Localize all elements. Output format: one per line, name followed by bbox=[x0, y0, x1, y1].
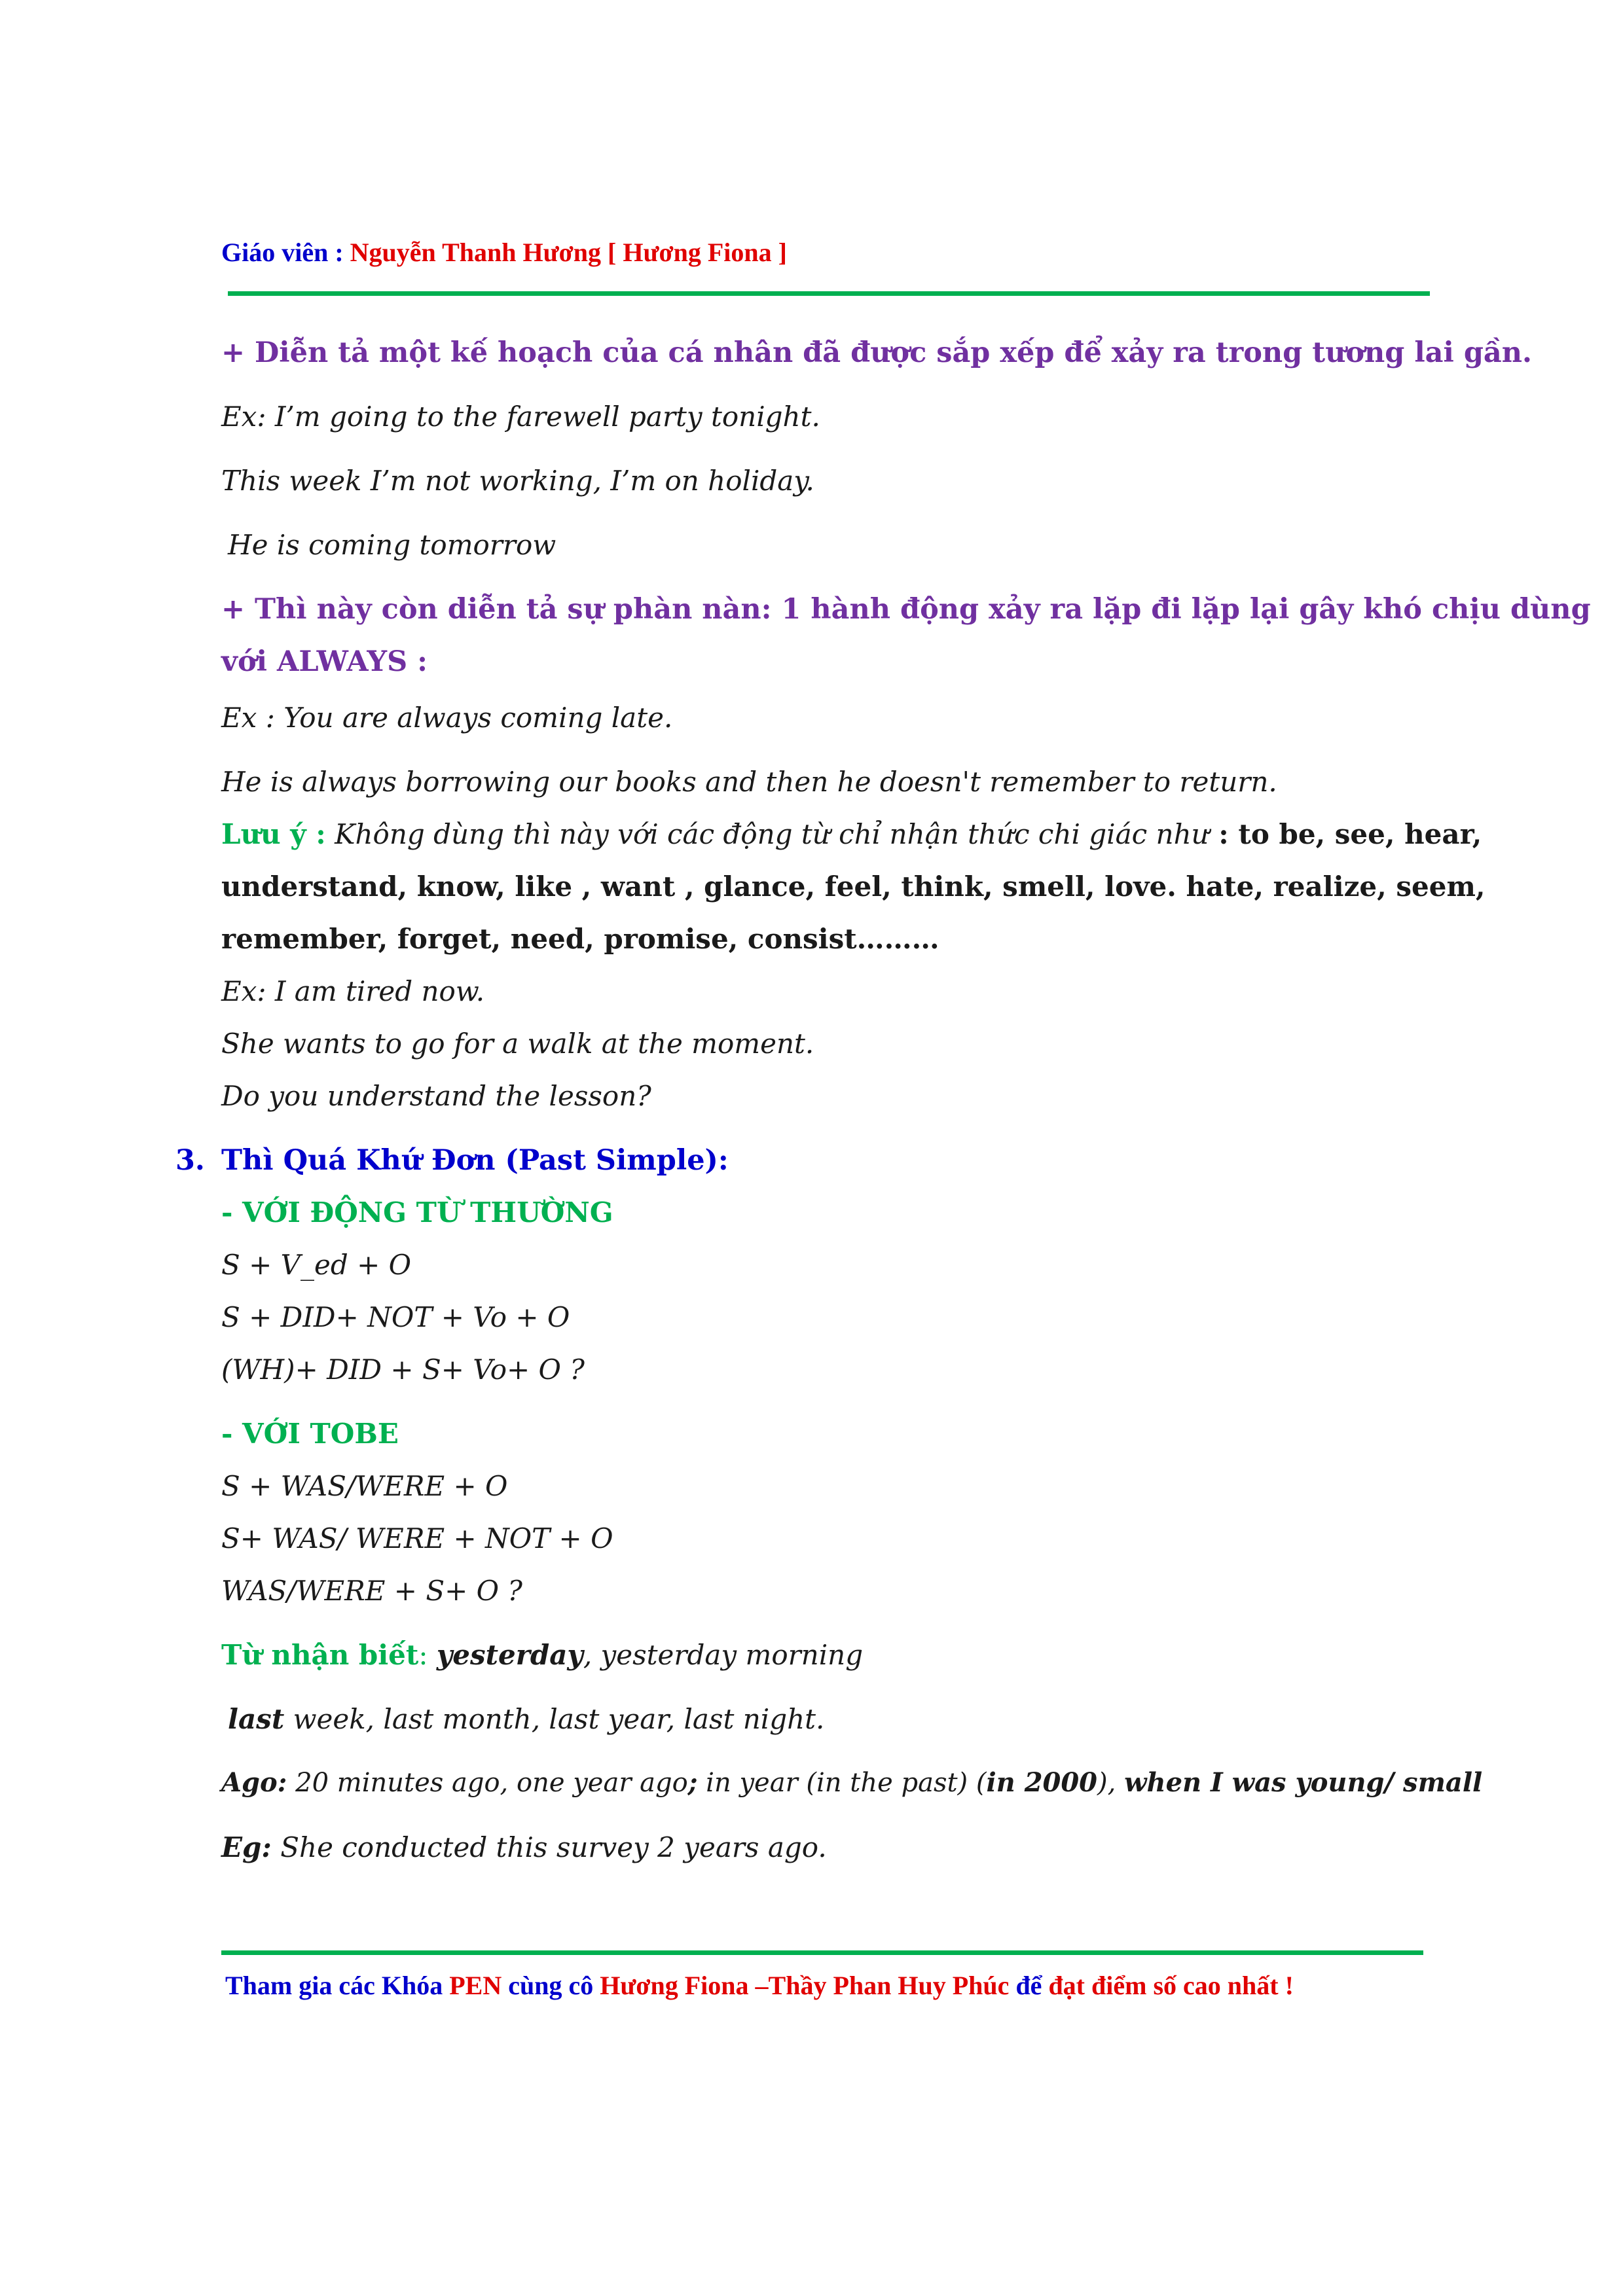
signal-close: ), bbox=[1097, 1768, 1125, 1798]
note-verbs-2: understand, know, like , want , glance, feel, think, smell, love. hate, realize, seem, bbox=[221, 870, 1486, 903]
past-example-text: She conducted this survey 2 years ago. bbox=[271, 1831, 827, 1863]
signal-when: when I was young/ small bbox=[1124, 1767, 1483, 1798]
footer-p3: để bbox=[1009, 1971, 1049, 2000]
note-line1 bbox=[221, 818, 1482, 850]
teacher-name: Nguyễn Thanh Hương [ Hương Fiona ] bbox=[350, 238, 787, 267]
signals-line3 bbox=[221, 1767, 1482, 1798]
signals-colon: : bbox=[418, 1639, 437, 1671]
signal-last-rest: week, last month, last year, last night. bbox=[284, 1703, 825, 1735]
section3-title: Thì Quá Khứ Đơn (Past Simple): bbox=[221, 1144, 729, 1177]
tobe-formula-3: WAS/WERE + S+ O ? bbox=[221, 1575, 522, 1607]
teacher-label: Giáo viên bbox=[221, 238, 329, 267]
plan-example-2: This week I’m not working, I’m on holiday. bbox=[221, 465, 814, 497]
signals-label: Từ nhận biết bbox=[221, 1639, 419, 1671]
header-divider bbox=[228, 291, 1430, 296]
note-label: Lưu ý : bbox=[221, 818, 326, 850]
verb-formula-3: (WH)+ DID + S+ Vo+ O ? bbox=[221, 1354, 585, 1386]
signal-in-2000: in 2000 bbox=[986, 1767, 1098, 1798]
signal-yesterday: yesterday bbox=[436, 1639, 583, 1671]
note-example-1: Ex: I am tired now. bbox=[221, 975, 485, 1007]
footer-p1: Tham gia các Khóa bbox=[225, 1971, 450, 2000]
point-plan: + Diễn tả một kế hoạch của cá nhân đã được sắp xếp để xảy ra trong tương lai gần. bbox=[221, 336, 1532, 369]
teacher-header bbox=[221, 237, 787, 268]
note-example-3: Do you understand the lesson? bbox=[221, 1080, 651, 1112]
signal-semicolon: ; bbox=[687, 1767, 698, 1798]
note-example-2: She wants to go for a walk at the moment. bbox=[221, 1028, 814, 1060]
signal-ago-rest: 20 minutes ago, one year ago bbox=[287, 1768, 688, 1798]
signals-line2 bbox=[228, 1703, 824, 1735]
past-example-label: Eg: bbox=[221, 1831, 272, 1863]
sub-verb-heading: - VỚI ĐỘNG TỪ THƯỜNG bbox=[221, 1196, 613, 1229]
footer-divider bbox=[221, 1950, 1423, 1955]
plan-example-1: Ex: I’m going to the farewell party tonight. bbox=[221, 401, 820, 433]
point-complain-line1: + Thì này còn diễn tả sự phàn nàn: 1 hành động xảy ra lặp đi lặp lại gây khó chịu dùng bbox=[221, 593, 1591, 626]
sub-tobe-heading: - VỚI TOBE bbox=[221, 1418, 399, 1450]
verb-formula-1: S + V_ed + O bbox=[221, 1249, 412, 1281]
footer-p4: đạt điểm số cao nhất ! bbox=[1048, 1971, 1294, 2000]
signal-last: last bbox=[228, 1703, 285, 1735]
section3-heading bbox=[175, 1144, 205, 1177]
signal-ago: Ago: bbox=[221, 1767, 287, 1798]
plan-example-3: He is coming tomorrow bbox=[228, 529, 556, 561]
teacher-colon: : bbox=[328, 238, 350, 267]
signal-yesterday-rest: , yesterday morning bbox=[583, 1639, 864, 1671]
complain-example-1: Ex : You are always coming late. bbox=[221, 702, 673, 734]
signals-line1 bbox=[221, 1639, 863, 1671]
note-text: Không dùng thì này với các động từ chỉ nhận thức chi giác như bbox=[325, 818, 1209, 850]
footer-promo bbox=[225, 1970, 1294, 2001]
footer-teachers: Hương Fiona –Thầy Phan Huy Phúc bbox=[600, 1971, 1010, 2000]
point-complain-line2: với ALWAYS : bbox=[221, 645, 428, 678]
past-example bbox=[221, 1831, 827, 1863]
section3-number: 3. bbox=[175, 1144, 205, 1177]
tobe-formula-2: S+ WAS/ WERE + NOT + O bbox=[221, 1522, 613, 1554]
signal-in-year: in year (in the past) ( bbox=[697, 1768, 987, 1798]
verb-formula-2: S + DID+ NOT + Vo + O bbox=[221, 1301, 570, 1333]
complain-example-2: He is always borrowing our books and then he doesn't remember to return. bbox=[221, 766, 1277, 798]
note-verbs-1: : to be, see, hear, bbox=[1209, 818, 1482, 850]
footer-p2: cùng cô bbox=[501, 1971, 600, 2000]
note-verbs-3: remember, forget, need, promise, consist……… bbox=[221, 923, 939, 955]
tobe-formula-1: S + WAS/WERE + O bbox=[221, 1470, 508, 1502]
footer-pen: PEN bbox=[449, 1971, 502, 2000]
